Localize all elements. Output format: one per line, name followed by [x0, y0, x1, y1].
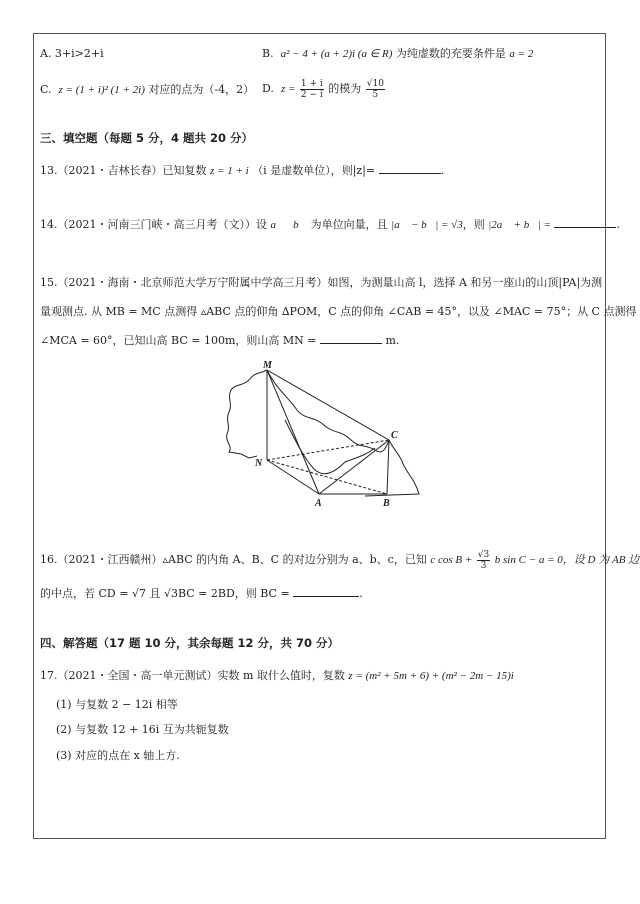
q17-expr: z = (m² + 5m + 6) + (m² − 2m − 15)i	[348, 670, 514, 682]
q16-line2-text: 的中点，若 CD = √7 且 √3BC = 2BD，则 BC =	[40, 587, 290, 600]
q17-sub-3: (3) 对应的点在 x 轴上方.	[56, 749, 180, 762]
q14-condition: |a⃗ − b⃗| = √3	[391, 219, 463, 231]
option-d-frac-den: 2 − i	[300, 89, 323, 100]
question-15-line-3	[40, 332, 399, 348]
q16-eq2: b sin C − a = 0，设 D 为 AB 边	[494, 554, 640, 566]
line-MA	[267, 370, 319, 494]
option-d-z: z =	[280, 83, 296, 95]
q17-sub-1: (1) 与复数 2 − 12i 相等	[56, 698, 178, 711]
mountain-inner-curve	[285, 420, 375, 474]
far-mountain	[365, 440, 419, 496]
option-d	[262, 76, 386, 102]
option-b-cond: a = 2	[509, 48, 534, 60]
option-b-label: B.	[262, 47, 274, 60]
option-d-value-den: 5	[372, 89, 379, 100]
question-16-line-2	[40, 585, 363, 601]
mountain-figure	[215, 360, 425, 512]
question-16-line-1	[40, 548, 639, 572]
question-15-line-1: 15.（2021・海南・北京师范大学万宁附属中学高三月考）如图，为测量山高 l，选择 A 和另一座山的山顶|PA|为测	[40, 276, 603, 289]
option-b	[262, 46, 533, 62]
option-a-text: A. 3+i>2+i	[40, 47, 104, 60]
q16-answer-blank[interactable]	[293, 585, 359, 597]
section-4-heading: 四、解答题（17 题 10 分，其余每题 12 分，共 70 分）	[40, 636, 340, 650]
q14-answer-blank[interactable]	[554, 216, 616, 228]
question-17-stem	[40, 668, 514, 684]
option-d-value	[366, 79, 385, 100]
line-MC	[267, 370, 389, 440]
option-d-frac-num: 1 + i	[300, 78, 323, 89]
q16-fraction	[477, 550, 490, 571]
question-14	[40, 216, 620, 233]
label-B: B	[383, 498, 390, 509]
q17-stem-text: 17.（2021・全国・高一单元测试）实数 m 取什么值时，复数	[40, 669, 345, 682]
q14-vectors: a⃗，b⃗	[270, 219, 308, 231]
option-c-label: C.	[40, 83, 52, 96]
line-AC	[319, 440, 389, 494]
q14-ask: ，则	[462, 218, 485, 231]
q13-expr: z = 1 + i	[210, 165, 249, 177]
label-N: N	[255, 458, 263, 469]
q15-unit: m.	[385, 334, 400, 347]
q16-frac-num: √3	[477, 549, 490, 560]
q13-end: .	[440, 164, 445, 177]
q14-text-2: 为单位向量，且	[310, 218, 388, 231]
line-CB	[387, 440, 389, 494]
q15-line3-text: ∠MCA = 60°，已知山高 BC = 100m，则山高 MN =	[40, 334, 317, 347]
q16-text: 16.（2021・江西赣州）▵ABC 的内角 A、B、C 的对边分别为 a、b、c，已知	[40, 553, 427, 566]
option-d-fraction	[300, 79, 324, 100]
option-b-text: 为纯虚数的充要条件是	[395, 47, 506, 60]
option-d-text: 的模为	[328, 82, 362, 95]
q14-expr: |2a⃗ + b⃗| =	[488, 219, 551, 231]
mountain-left-outline	[227, 370, 267, 458]
option-d-label: D.	[262, 82, 274, 95]
q14-end: .	[616, 218, 620, 231]
section-3-heading: 三、填空题（每题 5 分，4 题共 20 分）	[40, 131, 254, 145]
option-d-value-num: √10	[366, 78, 384, 89]
q17-sub-2: (2) 与复数 12 + 16i 互为共轭复数	[56, 723, 229, 736]
q13-answer-blank[interactable]	[379, 162, 441, 174]
q13-text: 13.（2021・吉林长春）已知复数	[40, 164, 207, 177]
label-C: C	[391, 430, 398, 441]
option-c	[40, 82, 254, 98]
option-c-expr: z = (1 + i)² (1 + 2i)	[58, 84, 145, 96]
q15-answer-blank[interactable]	[320, 332, 382, 344]
question-15-line-2: 量观测点. 从 MB = MC 点测得 ▵ABC 点的仰角 ∆POM，C 点的仰角 ∠CAB = 45°，以及 ∠MAC = 75°；从 C 点测得	[40, 305, 637, 318]
q16-frac-den: 3	[480, 560, 487, 571]
question-13	[40, 162, 444, 179]
q16-eq: c cos B +	[430, 554, 473, 566]
option-b-expr: a² − 4 + (a + 2)i (a ∈ R)	[280, 48, 393, 60]
dashed-NC	[267, 440, 389, 460]
mountain-ridge	[267, 370, 389, 452]
option-a	[40, 46, 104, 61]
label-A: A	[315, 498, 322, 509]
dashed-NB	[267, 460, 387, 494]
label-M: M	[263, 360, 272, 371]
q16-end: .	[359, 587, 363, 600]
option-c-text: 对应的点为（-4，2）	[148, 83, 255, 96]
q14-text: 14.（2021・河南三门峡・高三月考（文））设	[40, 218, 267, 231]
q13-text-2: （i 是虚数单位），则|z|=	[252, 164, 376, 177]
